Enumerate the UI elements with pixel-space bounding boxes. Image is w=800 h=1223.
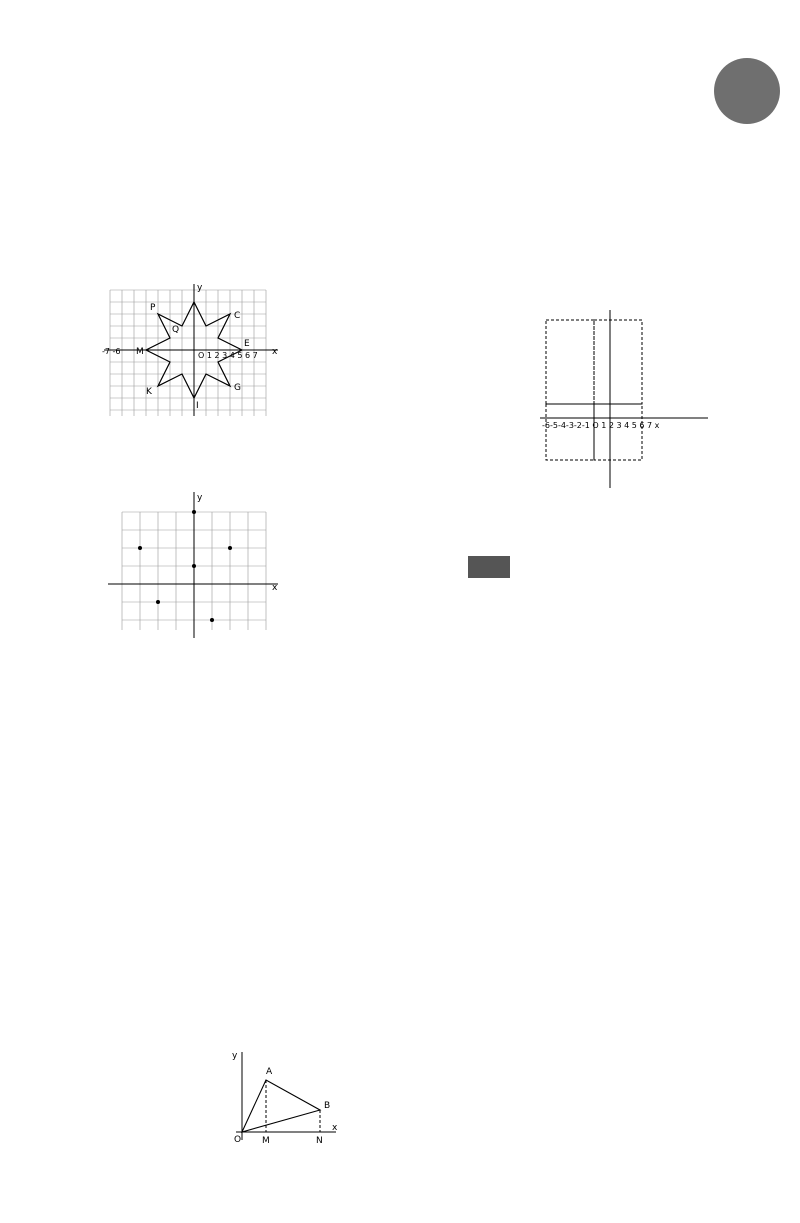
playback-speed-badge[interactable] (714, 58, 780, 124)
rectangles-figure (536, 306, 716, 491)
svg-text:x: x (272, 347, 278, 357)
svg-text:x: x (272, 583, 278, 593)
park-map-figure (100, 490, 285, 640)
svg-text:y: y (197, 493, 203, 503)
svg-text:A: A (266, 1067, 273, 1077)
svg-text:E: E (244, 339, 250, 349)
svg-text:N: N (316, 1136, 323, 1145)
svg-text:-6-5-4-3-2-1 O 1 2 3 4 5 6 7 x: -6-5-4-3-2-1 O 1 2 3 4 5 6 7 x (542, 421, 660, 430)
svg-text:M: M (136, 347, 144, 357)
svg-text:P: P (150, 303, 156, 313)
svg-text:B: B (324, 1101, 331, 1111)
svg-text:G: G (234, 383, 241, 393)
svg-text:O: O (234, 1135, 242, 1145)
star-coordinate-figure (100, 282, 290, 422)
svg-text:I: I (196, 401, 199, 411)
svg-text:x: x (332, 1123, 338, 1133)
svg-text:y: y (232, 1051, 238, 1061)
svg-text:K: K (146, 387, 152, 397)
chapter-tag (468, 556, 510, 578)
svg-text:Q: Q (172, 325, 180, 335)
svg-text:y: y (197, 283, 203, 293)
svg-text:-7 -6: -7 -6 (102, 347, 121, 356)
svg-text:C: C (234, 311, 241, 321)
svg-text:M: M (262, 1136, 270, 1145)
svg-text:O 1 2 3 4 5 6 7: O 1 2 3 4 5 6 7 (198, 351, 258, 360)
triangle-figure (232, 1050, 342, 1145)
